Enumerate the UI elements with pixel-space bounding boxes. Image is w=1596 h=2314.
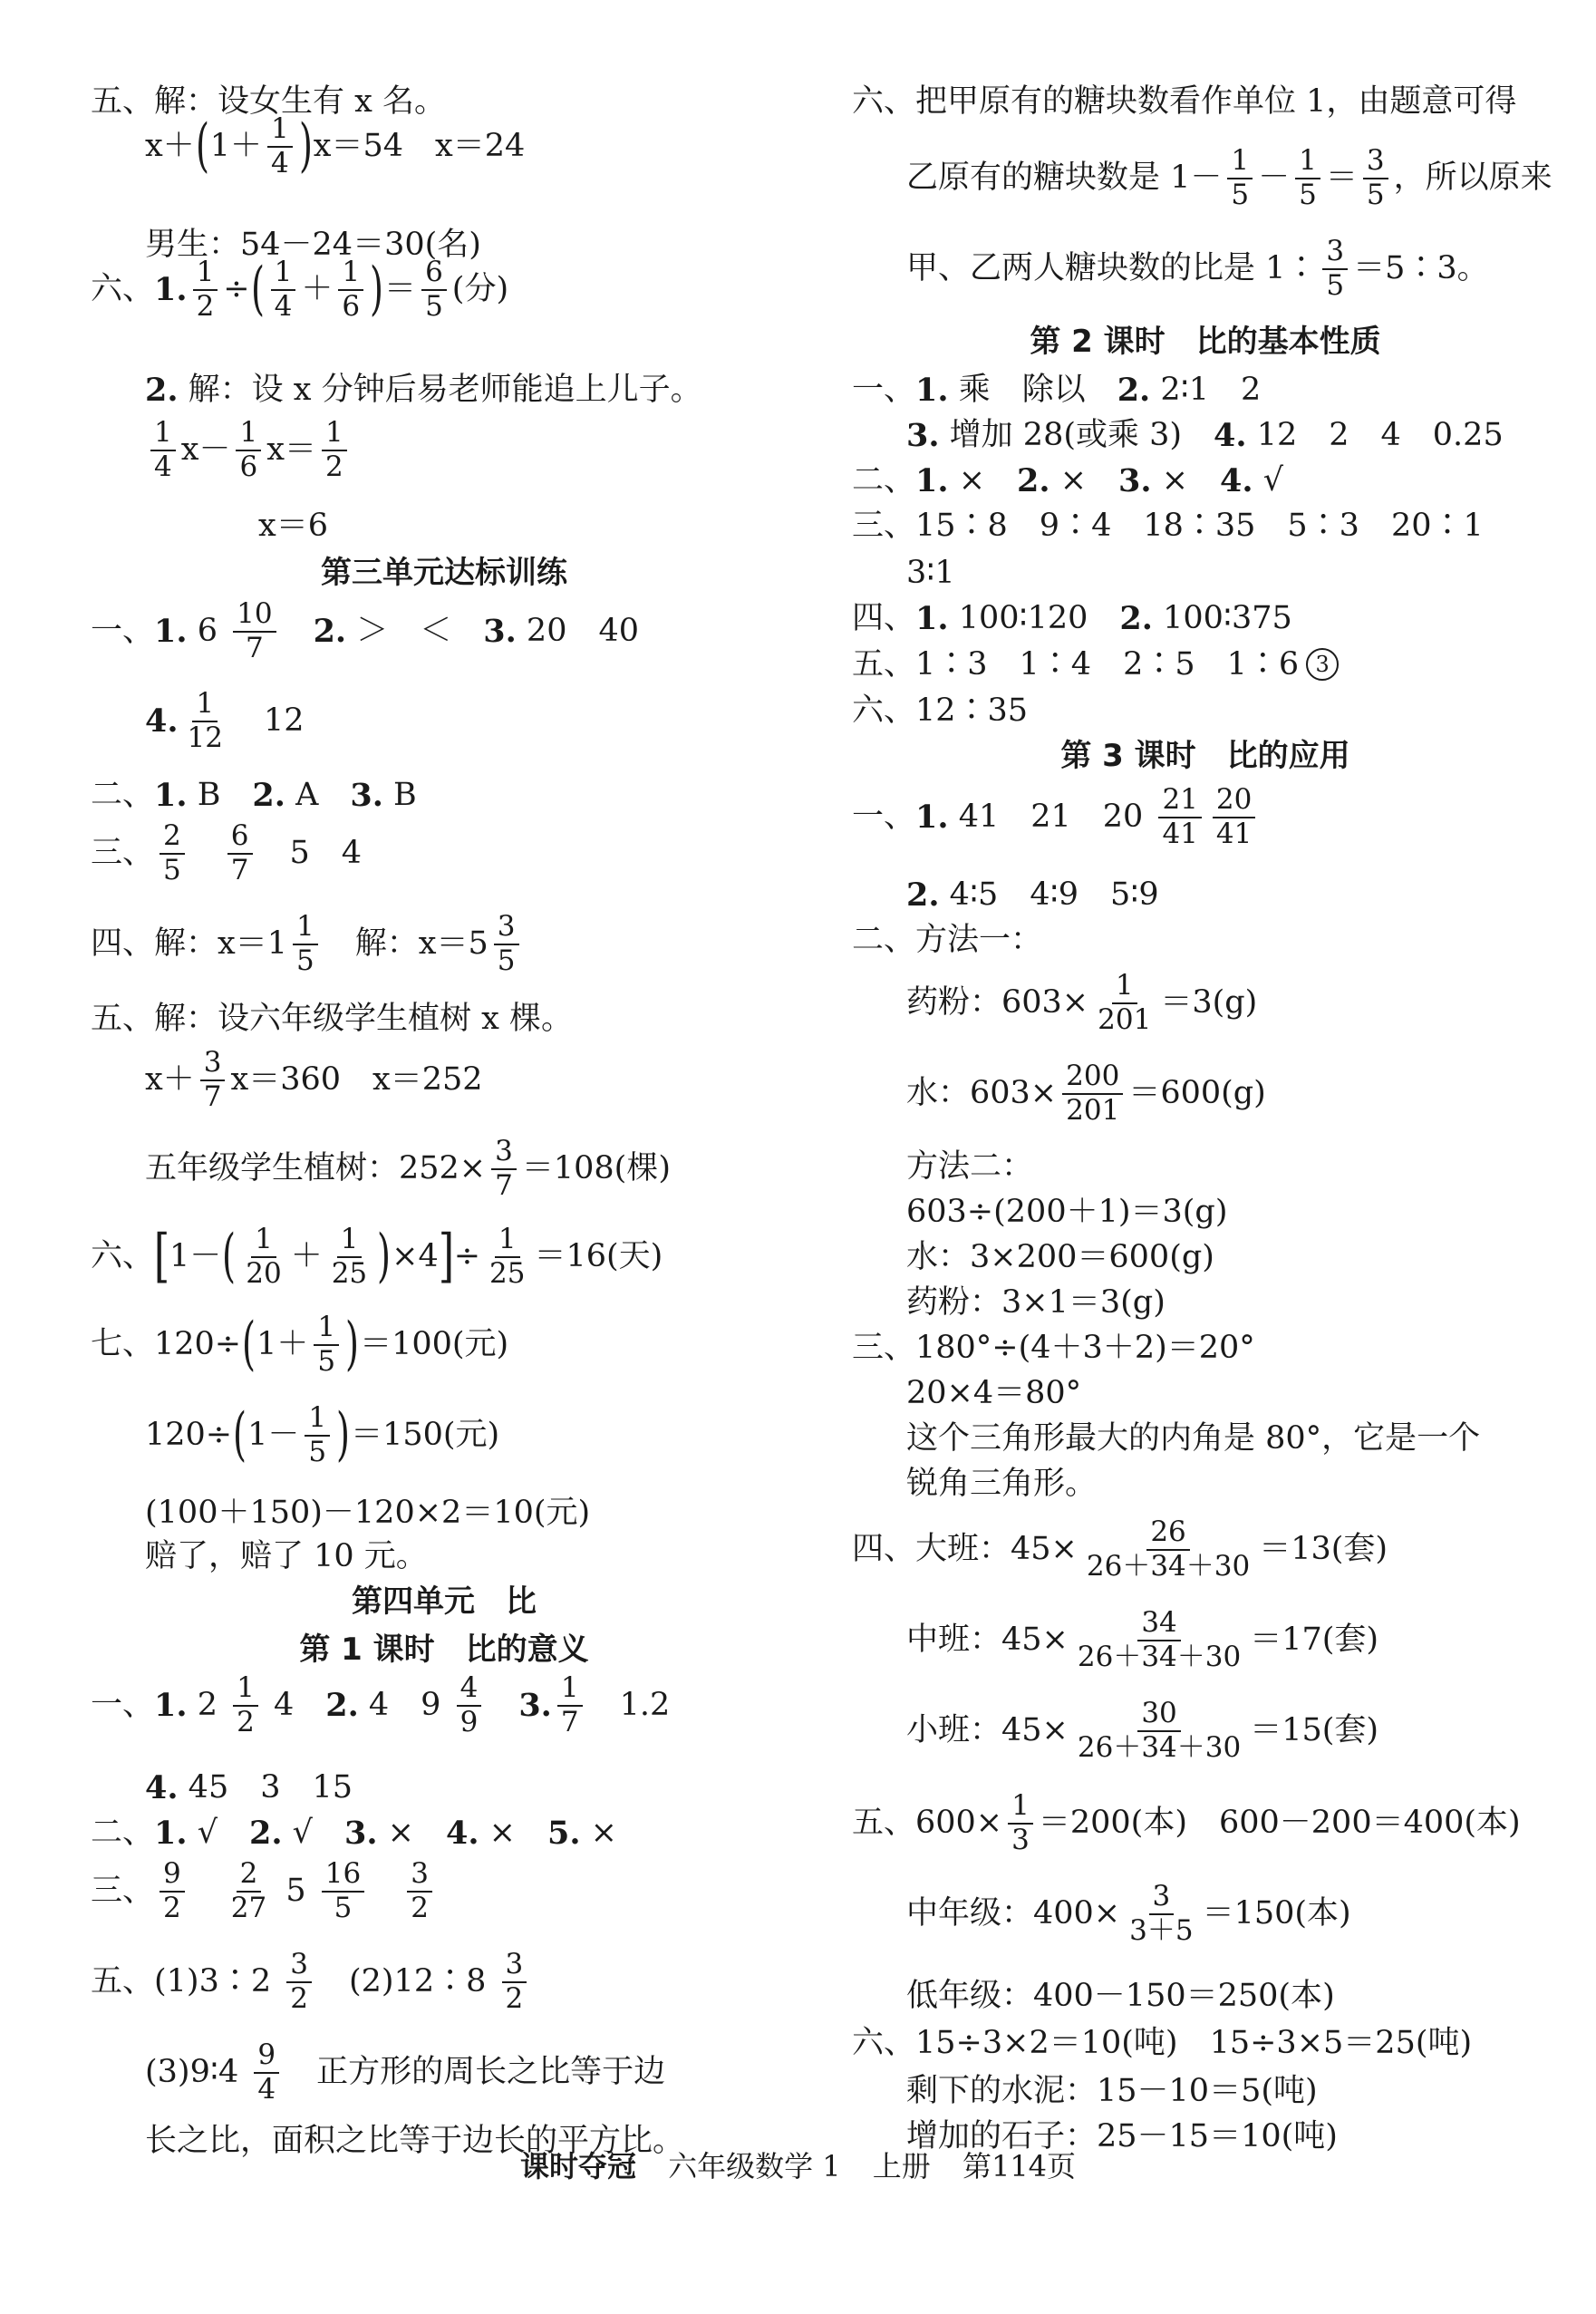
- answer-line: 六、把甲原有的糖块数看作单位 1，由题意可得: [852, 83, 1517, 120]
- answer-line: (100＋150)－120×2＝10(元): [145, 1495, 591, 1531]
- answer-line: 低年级：400－150＝250(本): [906, 1978, 1335, 2014]
- equation-line: 1 4 x－ 1 6 x＝ 1 2: [145, 417, 353, 483]
- answer-line: 4. 1 12 12: [145, 687, 305, 754]
- answer-line: 603÷(200＋1)＝3(g): [906, 1194, 1228, 1230]
- equation-line: 药粉：603× $\frac{1}{201}$ ＝3(g): [906, 969, 1258, 1036]
- answer-line: 一、 1. 6 10 7 2. ＞ ＜ 3. 20 40: [91, 597, 639, 664]
- equation-line: 甲、乙两人糖块数的比是 1∶ 3 5 ＝5∶3。: [906, 235, 1489, 302]
- lesson-heading: 第 3 课时 比的应用: [1060, 738, 1350, 774]
- answer-line: 2. 解：设 x 分钟后易老师能追上儿子。: [145, 372, 702, 409]
- answer-line: x＝6: [258, 508, 329, 544]
- answer-line: 一、 1. 41 21 20 21 41 20 41: [852, 784, 1261, 850]
- equation-line: 六、 1. $\frac{1}{2}$ ÷ ( 1 4 ＋ 1 6 ) ＝ 6 5 (分): [91, 255, 509, 323]
- equation-line: 120÷ ( 1－ 1 5 ) ＝150(元): [145, 1400, 500, 1468]
- equation-line: 中年级：400× $\frac{3}{3+5}$ ＝150(本): [906, 1880, 1351, 1947]
- answer-line: 四、 1. 100∶120 2. 100∶375: [852, 600, 1292, 637]
- section-heading: 第四单元 比: [352, 1583, 537, 1620]
- answer-line: 一、 1. 2 1 2 4 2. 4 9 4 9 3. 1 7 1.2: [91, 1671, 671, 1738]
- equation-line: 四、大班：45× $\frac{26}{26+34+30}$ ＝13(套): [852, 1515, 1388, 1583]
- answer-line: 五、1∶3 1∶4 2∶5 1∶6 3: [852, 648, 1339, 681]
- answer-line: 这个三角形最大的内角是 80°，它是一个: [906, 1420, 1481, 1457]
- answer-line: 三、15∶8 9∶4 18∶35 5∶3 20∶1: [852, 508, 1484, 544]
- answer-line: 赔了，赔了 10 元。: [145, 1538, 428, 1574]
- page-number: 第114页: [962, 2149, 1077, 2183]
- equation-line: 水：603× $\frac{200}{201}$ ＝600(g): [906, 1060, 1266, 1127]
- answer-line: 3∶1: [906, 555, 955, 591]
- page-footer: [0, 2144, 1596, 2185]
- volume-label: 上册: [872, 2149, 931, 2183]
- grade-label: 六年级数学 1: [668, 2149, 841, 2183]
- answer-line: 二、 1. × 2. × 3. × 4. √: [852, 462, 1283, 499]
- answer-line: 4. 45 3 15: [145, 1769, 353, 1806]
- answer-line: 长之比，面积之比等于边长的平方比。: [145, 2123, 685, 2159]
- equation-line: x＋ ( 1＋ 1 4 ) x＝54 x＝24: [145, 111, 526, 179]
- fraction: 1 4: [267, 113, 293, 179]
- equation-line: 小班：45× $\frac{30}{26+34+30}$ ＝15(套): [906, 1697, 1379, 1764]
- answer-line: 三、180°÷(4＋3＋2)＝20°: [852, 1330, 1255, 1366]
- equation-line: 五、600× $\frac{1}{3}$ ＝200(本) 600－200＝400(本): [852, 1789, 1521, 1856]
- answer-line: 增加的石子：25－15＝10(吨): [906, 2118, 1338, 2154]
- section-heading: 第三单元达标训练: [321, 555, 567, 591]
- answer-line: 五、解：设六年级学生植树 x 棵。: [91, 1001, 573, 1037]
- lesson-heading: 第 1 课时 比的意义: [299, 1631, 589, 1668]
- answer-line: 五、解：设女生有 x 名。: [91, 83, 446, 120]
- answer-line: 二、方法一：: [852, 922, 1043, 958]
- equation-line: 六、 [ 1－ ( 1 20 ＋ 1 25 ) ×4 ] ÷ $\frac{1}{25}$ ＝16(天): [91, 1222, 663, 1290]
- answer-line: 20×4＝80°: [906, 1375, 1082, 1411]
- answer-line: 药粉：3×1＝3(g): [906, 1284, 1166, 1321]
- answer-line: 一、 1. 乘 除以 2. 2∶1 2: [852, 372, 1262, 409]
- answer-line: 二、 1. √ 2. √ 3. × 4. × 5. ×: [91, 1815, 617, 1852]
- equation-line: 七、120÷ ( 1＋ 1 5 ) ＝100(元): [91, 1310, 509, 1378]
- answer-line: 方法二：: [906, 1148, 1034, 1185]
- equation-line: x＋ 3 7 x＝360 x＝252: [145, 1046, 483, 1113]
- answer-line: 3. 增加 28(或乘 3) 4. 12 2 4 0.25: [906, 417, 1504, 454]
- answer-line: 五、(1)3∶2 3 2 (2)12∶8 3 2: [91, 1949, 532, 2015]
- answer-line: 三、 9 2 2 27 5 16 5 3 2: [91, 1858, 438, 1924]
- answer-line: 男生：54－24＝30(名): [145, 227, 481, 263]
- answer-line: 二、 1. B 2. A 3. B: [91, 777, 417, 814]
- answer-line: (3)9∶4 9 4 正方形的周长之比等于边: [145, 2038, 666, 2106]
- equation-line: 五年级学生植树：252× $\frac{3}{7}$ ＝108(棵): [145, 1135, 671, 1202]
- book-title: 课时夺冠: [519, 2149, 636, 2183]
- answer-line: 锐角三角形。: [906, 1466, 1098, 1502]
- answer-line: 三、 2 5 6 7 5 4: [91, 819, 363, 886]
- lesson-heading: 第 2 课时 比的基本性质: [1030, 324, 1381, 360]
- answer-line: 剩下的水泥：15－10＝5(吨): [906, 2073, 1318, 2109]
- answer-line: 六、15÷3×2＝10(吨) 15÷3×5＝25(吨): [852, 2025, 1473, 2061]
- answer-line: 水：3×200＝600(g): [906, 1239, 1214, 1275]
- answer-line: 2. 4∶5 4∶9 5∶9: [906, 876, 1159, 914]
- circled-number: 3: [1306, 648, 1339, 681]
- answer-line: 四、解：x＝1 1 5 解：x＝5 3 5: [91, 911, 525, 977]
- equation-line: 乙原有的糖块数是 1－ 1 5 － 1 5 ＝ 3 5 ，所以原来: [906, 144, 1552, 211]
- equation-line: 中班：45× $\frac{34}{26+34+30}$ ＝17(套): [906, 1606, 1379, 1673]
- answer-line: 六、12∶35: [852, 692, 1029, 729]
